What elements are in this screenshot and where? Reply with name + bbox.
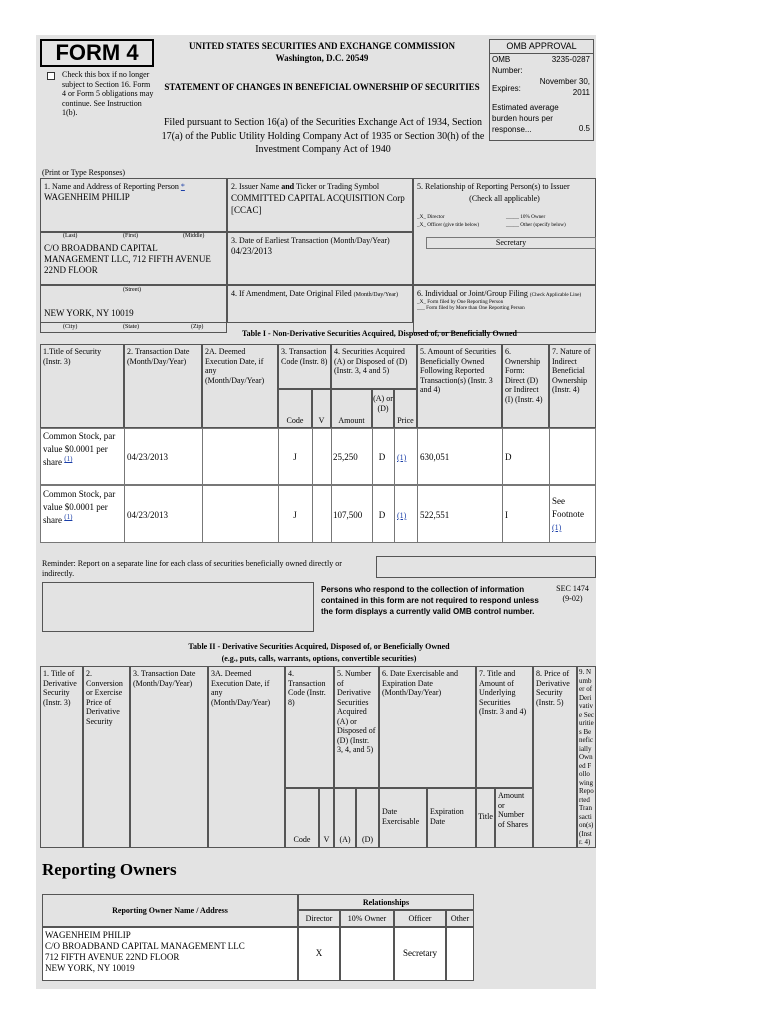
row1-form: D <box>505 452 512 462</box>
owners-officer-header: Officer <box>394 910 446 927</box>
t1-h5: 5. Amount of Securities Beneficially Owned Following Reported Transaction(s) (Instr. 3 and 4) <box>417 344 502 428</box>
t2-h3: 3. Transaction Date (Month/Day/Year) <box>130 666 208 848</box>
t2-h8: 8. Price of Derivative Security (Instr. 5) <box>533 666 577 848</box>
form-title-box <box>40 39 154 67</box>
box3-label: 3. Date of Earliest Transaction (Month/Day/Year) <box>231 236 390 245</box>
statement-title: STATEMENT OF CHANGES IN BENEFICIAL OWNERSHIP OF SECURITIES <box>164 82 480 92</box>
owner-row-director: X <box>298 927 340 981</box>
box1-city-labels <box>40 323 227 333</box>
owners-director-header: Director <box>298 910 340 927</box>
t1-h7: 7. Nature of Indirect Beneficial Ownership (Instr. 4) <box>549 344 596 428</box>
table-row <box>40 428 596 485</box>
t2-title: Title <box>476 788 495 848</box>
form-title: FORM 4 <box>55 40 139 65</box>
t2-h4: 4. Transaction Code (Instr. 8) <box>285 666 334 788</box>
table2-title: Table II - Derivative Securities Acquired, Disposed of, or Beneficially Owned <box>188 642 450 651</box>
issuer-name: COMMITTED CAPITAL ACQUISITION Corp [CCAC] <box>231 192 405 215</box>
omb-number-label: OMB Number: <box>492 55 523 75</box>
t1-h3: 3. Transaction Code (Instr. 8) <box>278 344 331 389</box>
table1-title: Table I - Non-Derivative Securities Acquired, Disposed of, or Beneficially Owned <box>242 329 517 338</box>
reporting-owners-heading: Reporting Owners <box>42 860 177 879</box>
t1-aord: (A) or (D) <box>372 389 394 428</box>
omb-approval-box <box>489 39 594 141</box>
no-longer-subject-checkbox[interactable] <box>47 72 55 80</box>
box5-director[interactable]: _X_ Director <box>417 214 445 220</box>
omb-burden: 0.5 <box>578 124 590 133</box>
t2-h5: 5. Number of Derivative Securities Acquired (A) or Disposed of (D) (Instr. 3, 4, and 5) <box>334 666 379 788</box>
print-type: (Print or Type Responses) <box>42 168 126 177</box>
box5-other[interactable]: _____ Other (specify below) <box>506 222 566 228</box>
omb-expires-label: Expires: <box>492 84 521 93</box>
city-label: (City) <box>63 324 78 330</box>
filed-pursuant: Filed pursuant to Section 16(a) of the Securities Exchange Act of 1934, Section 17(a) of the Public Utility Holding Company Act of 1935 or Section 30(h) of the Investment Company Act of 1940 <box>161 117 485 155</box>
box1-city <box>40 285 227 323</box>
agency-name: UNITED STATES SECURITIES AND EXCHANGE COMMISSION <box>189 41 455 51</box>
row1-code: J <box>293 452 297 462</box>
box2-label-and: and <box>281 182 295 191</box>
box6-filing <box>413 285 596 333</box>
agency-address: Washington, D.C. 20549 <box>275 53 369 63</box>
last-label: (Last) <box>63 233 78 239</box>
t2-h1: 1. Title of Derivative Security (Instr. 3) <box>40 666 83 848</box>
t1-price: Price <box>394 389 417 428</box>
owners-other-header: Other <box>446 910 474 927</box>
owner-row-other <box>446 927 474 981</box>
row1-ad: D <box>378 452 386 462</box>
row2-price-footnote[interactable]: (1) <box>397 511 407 520</box>
box3-earliest <box>227 232 413 285</box>
reporting-person-name: WAGENHEIM PHILIP <box>44 191 130 202</box>
owner-row-ten <box>340 927 394 981</box>
officer-title: Secretary <box>426 237 596 249</box>
table2-subtitle: (e.g., puts, calls, warrants, options, convertible securities) <box>221 654 417 663</box>
box2-label-a: 2. Issuer Name <box>231 182 280 191</box>
box1-name <box>40 178 227 232</box>
form-page <box>36 35 596 989</box>
row2-title: Common Stock, par value $0.0001 per share $^{(1)}$ <box>43 489 116 525</box>
t1-h2a: 2A. Deemed Execution Date, if any (Month/Day/Year) <box>202 344 278 428</box>
t1-h6: 6. Ownership Form: Direct (D) or Indirect (I) (Instr. 4) <box>502 344 549 428</box>
t2-h2: 2. Conversion or Exercise Price of Derivative Security <box>83 666 130 848</box>
box1-address <box>40 232 227 285</box>
street-label: (Street) <box>123 287 141 293</box>
row2-date: 04/23/2013 <box>127 510 169 520</box>
t2-h3a: 3A. Deemed Execution Date, if any (Month/Day/Year) <box>208 666 285 848</box>
omb-burden-label: Estimated average burden hours per response... <box>492 103 559 134</box>
t1-h2: 2. Transaction Date (Month/Day/Year) <box>124 344 202 428</box>
row1-owned: 630,051 <box>420 452 450 462</box>
t2-v: V <box>319 788 334 848</box>
t1-h1: 1.Title of Security (Instr. 3) <box>40 344 124 428</box>
row1-amount: 25,250 <box>333 452 358 462</box>
box4-label-small: (Month/Day/Year) <box>353 292 399 298</box>
owners-ten-header: 10% Owner <box>340 910 394 927</box>
reminder-box <box>376 556 596 578</box>
owner-row-name: WAGENHEIM PHILIP C/O BROADBAND CAPITAL MANAGEMENT LLC 712 FIFTH AVENUE 22ND FLOOR NEW YORK, NY 10019 <box>42 927 298 981</box>
omb-title: OMB APPROVAL <box>490 40 593 54</box>
earliest-transaction-date: 04/23/2013 <box>231 245 273 256</box>
row2-ad: D <box>378 510 386 520</box>
box5-ten-pct[interactable]: _____ 10% Owner <box>506 214 546 220</box>
t2-h7: 7. Title and Amount of Underlying Securities (Instr. 3 and 4) <box>476 666 533 788</box>
row1-title: Common Stock, par value $0.0001 per share $^{(1)}$ <box>43 431 116 467</box>
t2-date-ex: Date Exercisable <box>379 788 427 848</box>
box6-label-small: (Check Applicable Line) <box>529 292 582 298</box>
sec-number: SEC 1474 (9-02) <box>556 584 589 603</box>
t2-exp: Expiration Date <box>427 788 476 848</box>
box5-check-all: (Check all applicable) <box>469 193 540 203</box>
row2-owned: 522,551 <box>420 510 450 520</box>
t2-code: Code <box>285 788 319 848</box>
box4-amendment <box>227 285 413 323</box>
box5-officer[interactable]: _X_ Officer (give title below) <box>417 222 480 228</box>
row1-date: 04/23/2013 <box>127 452 169 462</box>
box6-label: 6. Individual or Joint/Group Filing <box>417 289 528 298</box>
signature-box <box>42 582 314 632</box>
owners-rel-header: Relationships <box>298 894 474 910</box>
box2-label-b: Ticker or Trading Symbol <box>295 182 380 191</box>
t2-h9: 9. Number of Derivative Securities Beneficially Owned Following Reported Transaction(s) (Instr. 4) <box>577 666 596 848</box>
row2-amount: 107,500 <box>333 510 363 520</box>
t1-code: Code <box>278 389 312 428</box>
reminder-text: Reminder: Report on a separate line for each class of securities beneficially owned directly or indirectly. <box>42 559 342 578</box>
table-row <box>40 485 596 543</box>
owner-row-officer: Secretary <box>394 927 446 981</box>
box6-one-person[interactable]: _X_ Form filed by One Reporting Person <box>417 298 504 305</box>
row2-nature: See Footnote (1) <box>552 496 585 532</box>
owners-name-header: Reporting Owner Name / Address <box>42 894 298 927</box>
t2-h6: 6. Date Exercisable and Expiration Date (Month/Day/Year) <box>379 666 476 788</box>
box1-star-link[interactable]: * <box>180 182 185 191</box>
city-address: NEW YORK, NY 10019 <box>44 308 134 318</box>
box6-more-persons[interactable]: ___ Form filed by More than One Reporting Person <box>417 304 525 311</box>
box4-label: 4. If Amendment, Date Original Filed <box>231 289 352 298</box>
box2-issuer <box>227 178 413 232</box>
t1-amount: Amount <box>331 389 372 428</box>
state-label: (State) <box>123 324 139 330</box>
row2-form: I <box>505 510 508 520</box>
row2-title-footnote[interactable]: (1) <box>64 513 73 521</box>
middle-label: (Middle) <box>183 233 205 239</box>
t2-a: (A) <box>334 788 356 848</box>
box1-label: 1. Name and Address of Reporting Person <box>44 182 179 191</box>
street-address: C/O BROADBAND CAPITAL MANAGEMENT LLC, 712 FIFTH AVENUE 22ND FLOOR <box>44 243 211 275</box>
t2-d: (D) <box>356 788 379 848</box>
checkbox-text: Check this box if no longer subject to Section 16. Form 4 or Form 5 obligations may continue. See Instruction 1(b). <box>62 70 154 117</box>
row1-price-footnote[interactable]: (1) <box>397 453 407 462</box>
t1-v: V <box>312 389 331 428</box>
omb-number: 3235-0287 <box>551 55 590 64</box>
persons-notice: Persons who respond to the collection of information contained in this form are not required to respond unless the form displays a currently valid OMB control number. <box>321 585 539 616</box>
box5-relationship <box>413 178 596 285</box>
omb-expires: November 30, 2011 <box>539 77 590 97</box>
box5-label: 5. Relationship of Reporting Person(s) to Issuer <box>417 182 570 191</box>
row1-title-footnote[interactable]: (1) <box>64 455 73 463</box>
t1-h4: 4. Securities Acquired (A) or Disposed of (D) (Instr. 3, 4 and 5) <box>331 344 417 389</box>
zip-label: (Zip) <box>191 324 204 330</box>
first-label: (First) <box>123 233 138 239</box>
row2-nature-footnote[interactable]: (1) <box>552 523 562 532</box>
t2-amount: Amount or Number of Shares <box>495 788 533 848</box>
row2-code: J <box>293 510 297 520</box>
